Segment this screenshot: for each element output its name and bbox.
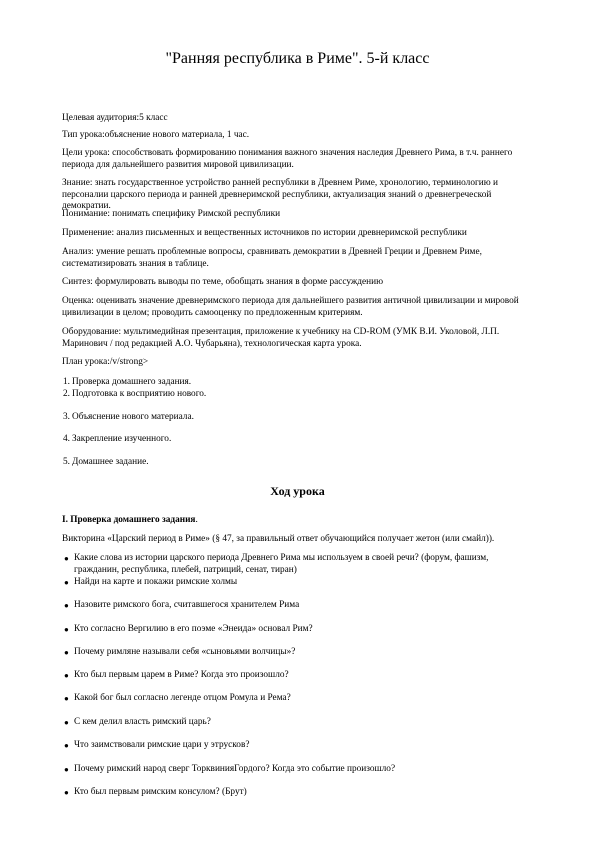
lesson-plan-label: План урока:/v/strong> [62, 357, 149, 367]
bullet-icon: ● [64, 765, 69, 774]
document-page: "Ранняя республика в Риме". 5-й класс Целевая аудитория:5 класс Тип урока:объяснение нового материала, 1 час. Цели урока: способствовать формированию понимания важного значения наследия Древнего Рима, в т.ч. раннего периода для дальнейшего развития мировой цивилизации. Знание: знать государственное устройство ранней республики в Древнем Риме, хронологию, терминологию и персоналии царского периода и ранней древнеримской республики, актуализация знаний о древнегреческой демократии. Понимание: понимать специфику Римской республики Применение: анализ письменных и вещественных источников по истории древнеримской республики Анализ: умение решать проблемные вопросы, сравнивать демократии в Древней Греции и Древнем Риме, систематизировать знания в таблице. Синтез: формулировать выводы по теме, обобщать знания в форме рассуждению Оценка: оценивать значение древнеримского периода для дальнейшего развития античной цивилизации и мировой цивилизации в целом; проводить самооценку по предложенным критериям. Оборудование: мультимедийная презентация, приложение к учебнику на CD-ROM (УМК В.И. Уколовой, Л.П. Маринович / под редакцией А.О. Чубарьяна), технологическая карта урока. План урока:/v/strong> 1. Проверка домашнего задания. 2. Подготовка к восприятию нового. 3. Объяснение нового материала. 4. Закрепление изученного. 5. Домашнее задание. Ход урока I. Проверка домашнего задания. Викторина «Царский период в Риме» (§ 47, за правильный ответ обучающийся получает жетон (или смайл)). ● Какие слова из истории царского периода Древнего Рима мы используем в своей речи? (форум, фашизм, гражданин, республика, плебей, патриций, сенат, тиран) ● Найди на карте и покажи римские холмы ● Назовите римского бога, считавшегося хранителем Рима ● Кто согласно Вергилию в его поэме «Энеида» основал Рим? ● Почему римляне называли себя «сыновьями волчицы»? ● Кто был первым царем в Риме? Когда это произошло? ● Какой бог был согласно легенде отцом Ромула и Рема? ● С кем делил власть римский царь? ● Что заимствовали римские цари у этрусков? ● Почему римский народ сверг ТорквинияГордого? Когда это событие произошло? ● Кто был первым римским консулом? (Брут) [0, 0, 595, 842]
lesson-goals: Цели урока: способствовать формированию понимания важного значения наследия Древнего Рима, в т.ч. раннего периода для дальнейшего развития мировой цивилизации. [62, 148, 513, 170]
equipment: Оборудование: мультимедийная презентация, приложение к учебнику на CD-ROM (УМК В.И. Уколовой, Л.П. Маринович / под редакцией А.О. Чубарьяна), технологическая карта урока. [62, 327, 500, 349]
bullet-icon: ● [64, 788, 69, 797]
section1-heading [62, 515, 542, 527]
understanding-goal: Понимание: понимать специфику Римской республики [62, 209, 281, 219]
bullet-icon: ● [64, 741, 69, 750]
evaluation-goal: Оценка: оценивать значение древнеримского периода для дальнейшего развития античной цивилизации и мировой цивилизации в целом; проводить самооценку по предложенным критериям. [62, 296, 519, 318]
bullet-icon: ● [64, 601, 69, 610]
section1-heading-bold: I. Проверка домашнего задания [62, 515, 196, 525]
bullet-icon: ● [64, 671, 69, 680]
application-goal: Применение: анализ письменных и вещественных источников по истории древнеримской республики [62, 228, 467, 238]
analysis-goal: Анализ: умение решать проблемные вопросы, сравнивать демократии в Древней Греции и Древнем Риме, систематизировать знания в таблице. [62, 247, 482, 269]
bullet-icon: ● [64, 694, 69, 703]
section1-heading-tail: . [195, 515, 198, 525]
synthesis-goal: Синтез: формулировать выводы по теме, обобщать знания в форме рассуждению [62, 277, 384, 287]
quiz-intro: Викторина «Царский период в Риме» (§ 47, за правильный ответ обучающийся получает жетон (или смайл)). [62, 534, 495, 544]
bullet-icon: ● [64, 625, 69, 634]
bullet-icon: ● [64, 648, 69, 657]
bullet-icon: ● [64, 578, 69, 587]
document-title: "Ранняя республика в Риме". 5-й класс [165, 50, 430, 67]
lesson-type: Тип урока:объяснение нового материала, 1 час. [62, 130, 250, 140]
knowledge-goal: Знание: знать государственное устройство ранней республики в Древнем Риме, хронологию, терминологию и персоналии царского периода и ранней древнеримской республики, актуализация знаний о древнегреческой демократии. [62, 178, 499, 211]
target-audience: Целевая аудитория:5 класс [62, 113, 168, 123]
section-title: Ход урока [270, 484, 325, 498]
bullet-icon: ● [64, 718, 69, 727]
bullet-icon: ● [64, 554, 69, 563]
